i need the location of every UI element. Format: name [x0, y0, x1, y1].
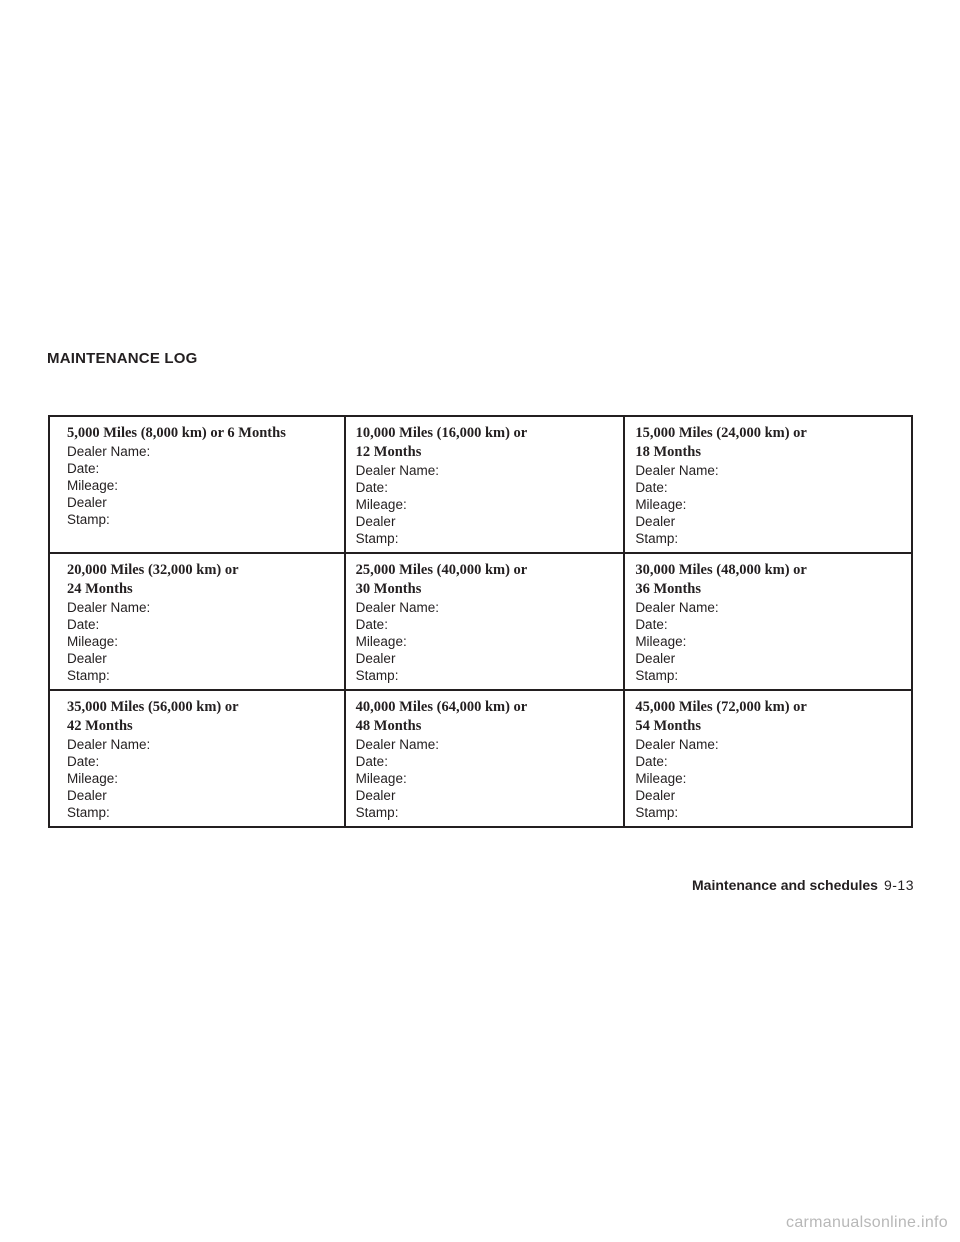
- table-row: [49, 416, 912, 553]
- dealer-name-label: Dealer Name:: [355, 737, 439, 752]
- log-cell: [624, 553, 912, 690]
- stamp-label: Stamp:: [67, 668, 110, 683]
- dealer-name-label: Dealer Name:: [635, 463, 719, 478]
- mileage-label: Mileage:: [635, 497, 687, 512]
- dealer-label: Dealer: [67, 651, 107, 666]
- mileage-label: Mileage:: [67, 634, 119, 649]
- log-cell: [49, 553, 345, 690]
- mileage-label: Mileage:: [67, 771, 119, 786]
- dealer-label: Dealer: [635, 514, 676, 529]
- table-row: [49, 553, 912, 690]
- dealer-name-label: Dealer Name:: [635, 600, 719, 615]
- interval-heading: 20,000 Miles (32,000 km) or 24 Months: [67, 562, 239, 597]
- dealer-label: Dealer: [635, 788, 676, 803]
- log-cell: [624, 416, 912, 553]
- dealer-name-label: Dealer Name:: [635, 737, 719, 752]
- dealer-name-label: Dealer Name:: [355, 463, 439, 478]
- mileage-label: Mileage:: [355, 497, 407, 512]
- table-row: [49, 690, 912, 827]
- mileage-label: Mileage:: [635, 771, 687, 786]
- interval-heading: 10,000 Miles (16,000 km) or 12 Months: [355, 425, 528, 460]
- stamp-label: Stamp:: [355, 805, 399, 820]
- dealer-label: Dealer: [355, 788, 396, 803]
- date-label: Date:: [635, 617, 668, 632]
- stamp-label: Stamp:: [67, 805, 110, 820]
- mileage-label: Mileage:: [635, 634, 687, 649]
- stamp-label: Stamp:: [355, 531, 399, 546]
- page-footer: [692, 877, 914, 893]
- date-label: Date:: [67, 754, 100, 769]
- date-label: Date:: [355, 617, 388, 632]
- stamp-label: Stamp:: [635, 805, 679, 820]
- dealer-label: Dealer: [355, 514, 396, 529]
- date-label: Date:: [355, 754, 388, 769]
- interval-heading: 30,000 Miles (48,000 km) or 36 Months: [635, 562, 807, 597]
- log-cell: [345, 416, 625, 553]
- interval-heading: 35,000 Miles (56,000 km) or 42 Months: [67, 699, 239, 734]
- dealer-label: Dealer: [355, 651, 396, 666]
- interval-heading: 5,000 Miles (8,000 km) or 6 Months: [67, 425, 286, 441]
- dealer-name-label: Dealer Name:: [355, 600, 439, 615]
- mileage-label: Mileage:: [67, 478, 119, 493]
- dealer-name-label: Dealer Name:: [67, 444, 151, 459]
- section-title: MAINTENANCE LOG: [47, 350, 198, 367]
- date-label: Date:: [355, 480, 388, 495]
- chapter-title: Maintenance and schedules: [692, 877, 878, 893]
- log-cell: [49, 416, 345, 553]
- maintenance-log-table: [48, 415, 913, 828]
- stamp-label: Stamp:: [635, 668, 679, 683]
- interval-heading: 40,000 Miles (64,000 km) or 48 Months: [355, 699, 528, 734]
- stamp-label: Stamp:: [635, 531, 679, 546]
- interval-heading: 25,000 Miles (40,000 km) or 30 Months: [355, 562, 528, 597]
- interval-heading: 45,000 Miles (72,000 km) or 54 Months: [635, 699, 807, 734]
- stamp-label: Stamp:: [355, 668, 399, 683]
- log-cell: [345, 690, 625, 827]
- stamp-label: Stamp:: [67, 512, 110, 527]
- dealer-label: Dealer: [67, 788, 107, 803]
- dealer-label: Dealer: [67, 495, 107, 510]
- log-cell: [49, 690, 345, 827]
- mileage-label: Mileage:: [355, 634, 407, 649]
- dealer-name-label: Dealer Name:: [67, 737, 151, 752]
- date-label: Date:: [635, 480, 668, 495]
- date-label: Date:: [635, 754, 668, 769]
- date-label: Date:: [67, 461, 100, 476]
- log-cell: [624, 690, 912, 827]
- dealer-name-label: Dealer Name:: [67, 600, 151, 615]
- interval-heading: 15,000 Miles (24,000 km) or 18 Months: [635, 425, 807, 460]
- date-label: Date:: [67, 617, 100, 632]
- page-number: 9-13: [883, 877, 914, 893]
- log-cell: [345, 553, 625, 690]
- watermark: carmanualsonline.info: [786, 1214, 948, 1231]
- mileage-label: Mileage:: [355, 771, 407, 786]
- dealer-label: Dealer: [635, 651, 676, 666]
